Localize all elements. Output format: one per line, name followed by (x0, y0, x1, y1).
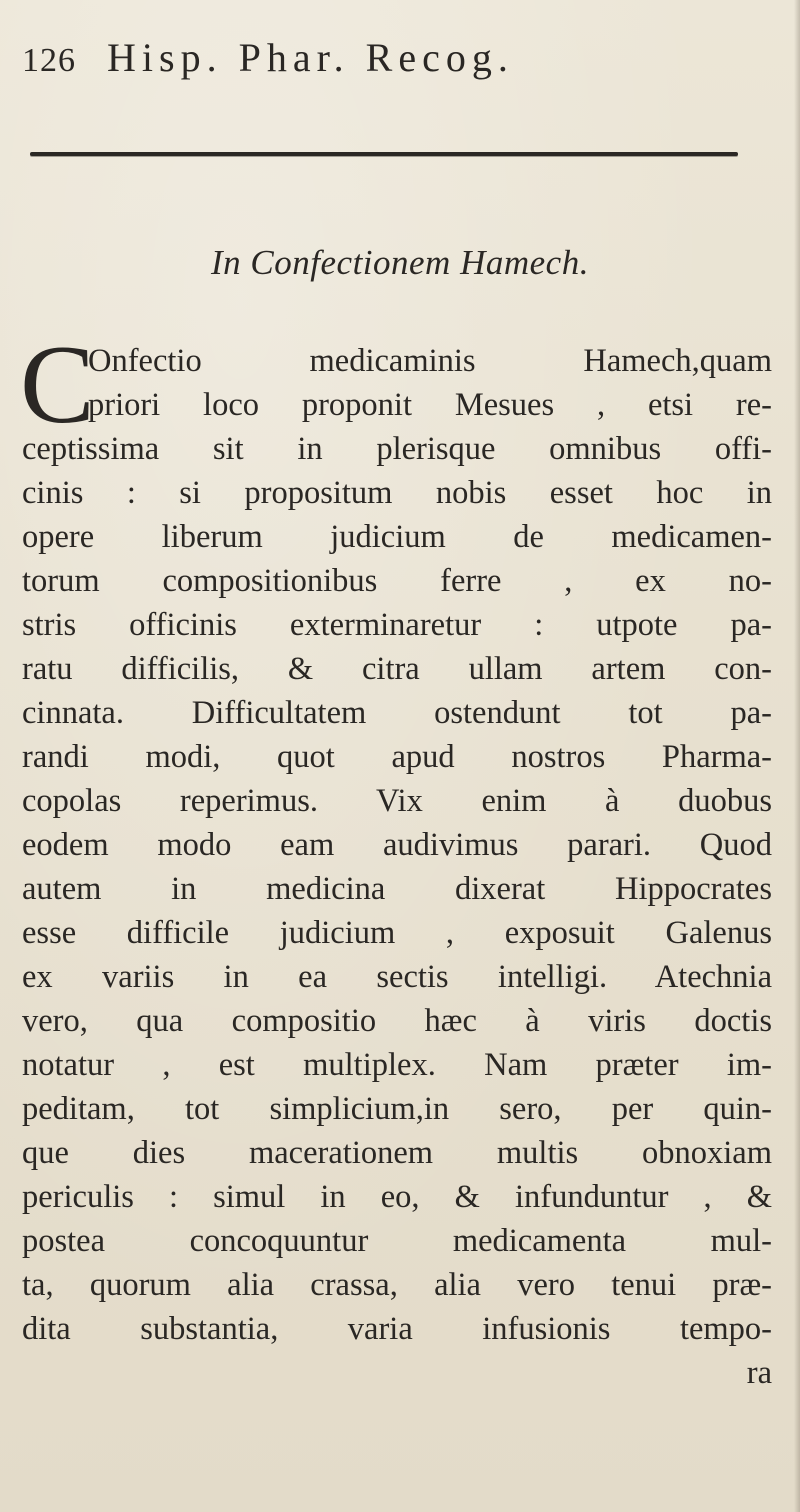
text-line: ex variis in ea sectis intelligi. Atechnia (22, 959, 772, 995)
text-line: autem in medicina dixerat Hippocrates (22, 871, 772, 907)
drop-cap: C (20, 323, 95, 447)
catchword: ra (746, 1355, 772, 1391)
text-line: opere liberum judicium de medicamen- (22, 519, 772, 555)
text-line: ta, quorum alia crassa, alia vero tenui præ- (22, 1267, 772, 1303)
section-heading: In Confectionem Hamech. (211, 243, 589, 282)
text-line: esse difficile judicium , exposuit Galenus (22, 915, 772, 951)
running-head (22, 28, 782, 88)
text-line: cinis : si propositum nobis esset hoc in (22, 475, 772, 511)
text-line: cinnata. Difficultatem ostendunt tot pa- (22, 695, 772, 731)
text-line: ceptissima sit in plerisque omnibus offi- (22, 431, 772, 467)
text-line: Onfectio medicaminis Hamech,quam (88, 343, 772, 379)
text-line: stris officinis exterminaretur : utpote pa- (22, 607, 772, 643)
text-line: peditam, tot simplicium,in sero, per quin- (22, 1091, 772, 1127)
text-line: ratu difficilis, & citra ullam artem con- (22, 651, 772, 687)
text-line: postea concoquuntur medicamenta mul- (22, 1223, 772, 1259)
text-line: que dies macerationem multis obnoxiam (22, 1135, 772, 1171)
header-rule (30, 152, 738, 156)
running-title: Hisp. Phar. Recog. (107, 35, 514, 80)
text-line: notatur , est multiplex. Nam præter im- (22, 1047, 772, 1083)
text-line: dita substantia, varia infusionis tempo- (22, 1311, 772, 1347)
text-line: periculis : simul in eo, & infunduntur , & (22, 1179, 772, 1215)
text-line: randi modi, quot apud nostros Pharma- (22, 739, 772, 775)
text-line: copolas reperimus. Vix enim à duobus (22, 783, 772, 819)
page-number: 126 (22, 42, 76, 79)
text-line: torum compositionibus ferre , ex no- (22, 563, 772, 599)
text-line: priori loco proponit Mesues , etsi re- (88, 387, 772, 423)
body-text (0, 341, 800, 1401)
text-line: eodem modo eam audivimus parari. Quod (22, 827, 772, 863)
text-line: vero, qua compositio hæc à viris doctis (22, 1003, 772, 1039)
